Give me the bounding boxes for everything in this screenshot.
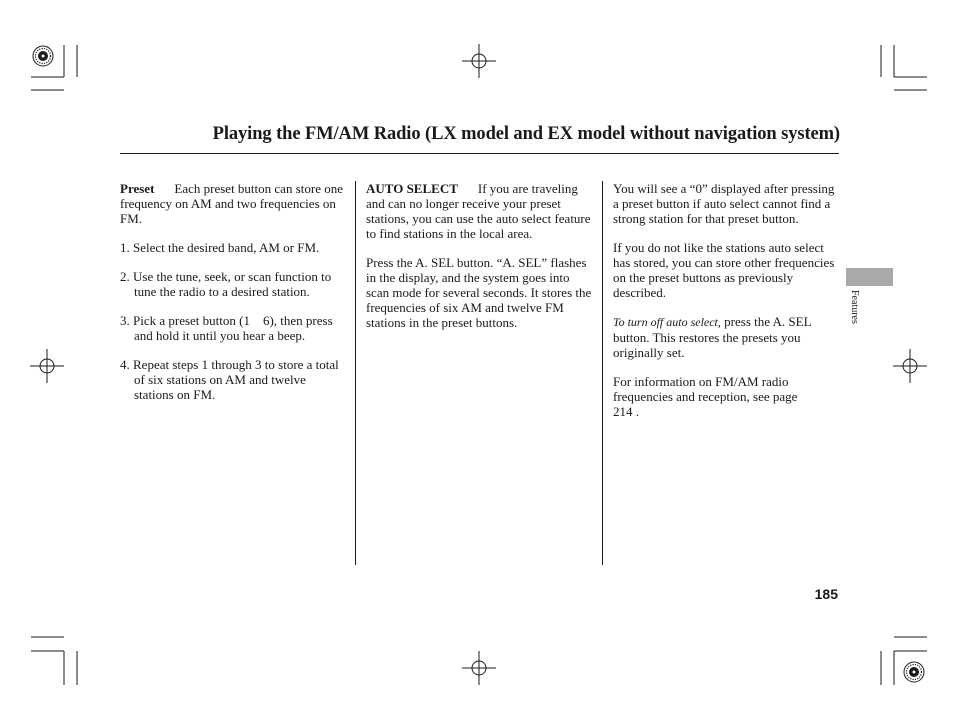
- section-tab-label: Features: [849, 290, 860, 324]
- crosshair-mid-right: [893, 349, 927, 383]
- crosshair-mid-left: [30, 349, 64, 383]
- list-item: 4. Repeat steps 1 through 3 to store a total of six stations on AM and twelve stations on FM.: [120, 357, 339, 402]
- preset-paragraph: [120, 181, 348, 226]
- turn-off-lead: To turn off auto select,: [613, 315, 721, 329]
- auto-select-heading: AUTO SELECT: [366, 181, 458, 196]
- reception-note: [613, 374, 841, 419]
- preset-heading: Preset: [120, 181, 155, 196]
- crosshair-top-center: [462, 44, 496, 78]
- list-item: 3. Pick a preset button (1 6), then press and hold it until you hear a beep.: [120, 313, 336, 343]
- crosshair-bottom-center: [462, 651, 496, 685]
- turn-off-rest: press the A. SEL button. This restores the presets you originally set.: [613, 314, 812, 360]
- preset-intro: Each preset button can store one frequency on AM and two frequencies on FM.: [120, 181, 343, 226]
- column-divider-1: [355, 181, 356, 565]
- auto-select-paragraph: [366, 181, 594, 241]
- column-preset: [120, 181, 348, 416]
- column-notes: [613, 181, 841, 433]
- list-item: 1. Select the desired band, AM or FM.: [120, 240, 320, 255]
- auto-select-instructions: Press the A. SEL button. “A. SEL” flashes in the display, and the system goes into scan mode for several seconds. It stores the frequencies of six AM and twelve FM stations in the preset buttons.: [366, 255, 592, 330]
- registration-target-bottom-right: [904, 662, 924, 682]
- section-tab: [846, 268, 893, 286]
- auto-select-intro: If you are traveling and can no longer receive your preset stations, you can use the auto select feature to find stations in the local area.: [366, 181, 591, 241]
- column-auto-select: [366, 181, 594, 344]
- turn-off-note: [613, 314, 841, 360]
- page-reference-link[interactable]: 214 .: [613, 404, 639, 419]
- title-rule: [120, 153, 839, 154]
- column-divider-2: [602, 181, 603, 565]
- store-other-note: If you do not like the stations auto select has stored, you can store other frequencies on the preset buttons as previously described.: [613, 240, 835, 300]
- page-number: 185: [814, 586, 838, 602]
- zero-display-note: You will see a “0” displayed after pressing a preset button if auto select cannot find a strong station for that preset button.: [613, 181, 835, 226]
- registration-target-top-left: [33, 46, 53, 66]
- list-item: 2. Use the tune, seek, or scan function to tune the radio to a desired station.: [120, 269, 332, 299]
- reception-text: For information on FM/AM radio frequencies and reception, see page: [613, 374, 798, 404]
- page-title: Playing the FM/AM Radio (LX model and EX model without navigation system): [212, 124, 840, 144]
